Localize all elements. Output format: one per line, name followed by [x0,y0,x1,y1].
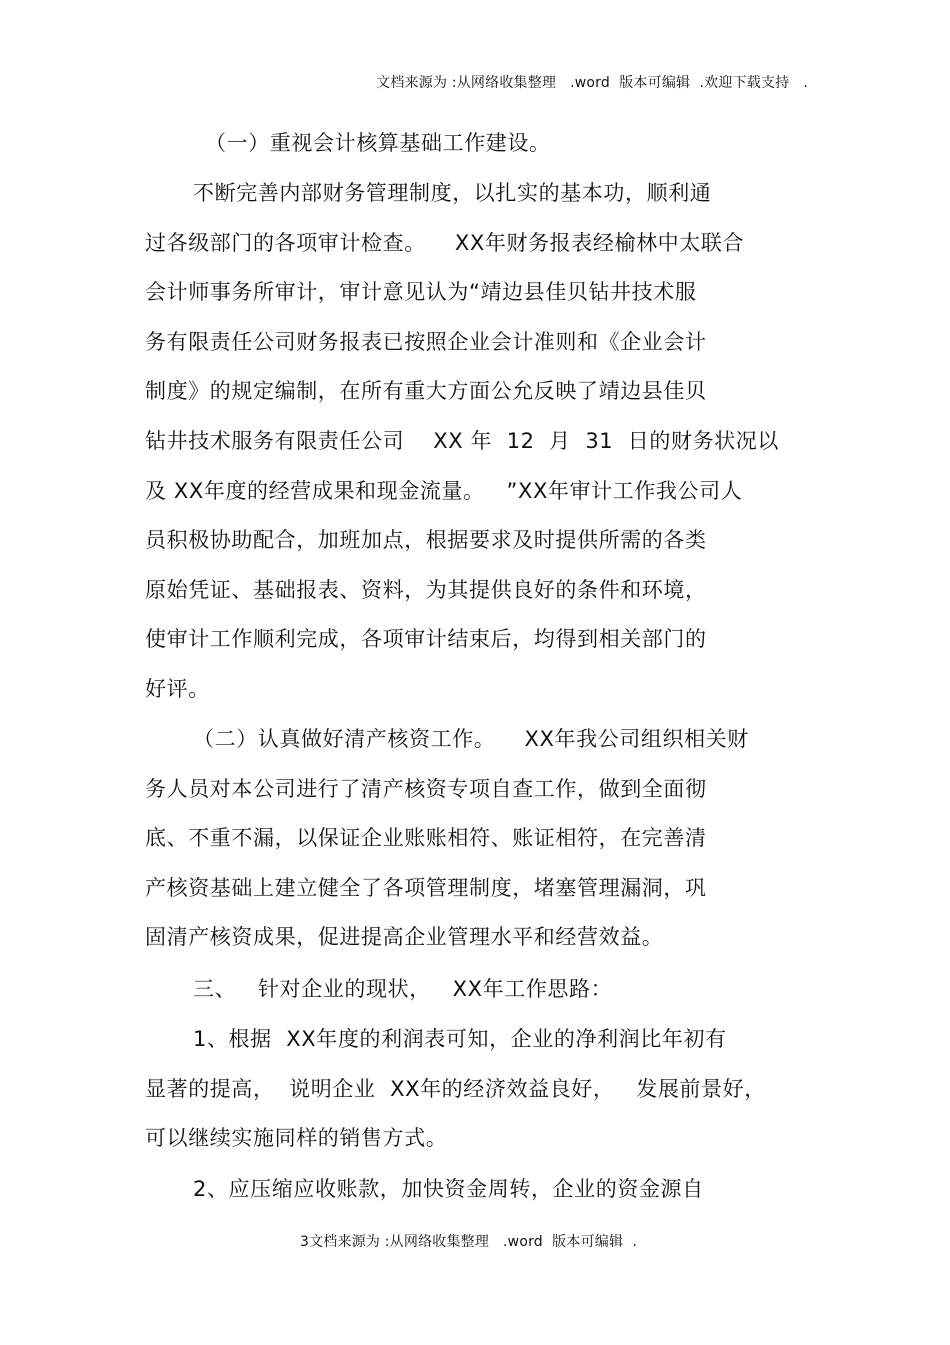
section-heading-3: 三、 针对企业的现状， XX年工作思路： [193,977,613,1001]
paragraph-line: 原始凭证、基础报表、资料，为其提供良好的条件和环境， [145,578,707,602]
paragraph-line: 固清产核资成果，促进提高企业管理水平和经营效益。 [145,925,664,949]
paragraph-line: 过各级部门的各项审计检查。 XX年财务报表经榆林中太联合 [145,231,745,255]
list-item-2: 2、应压缩应收账款，加快资金周转，企业的资金源自 [193,1177,704,1201]
paragraph-line: 员积极协助配合，加班加点，根据要求及时提供所需的各类 [145,528,707,552]
paragraph-line: 会计师事务所审计，审计意见认为“靖边县佳贝钻井技术服 [145,280,697,304]
paragraph-line: 好评。 [145,677,210,701]
paragraph-line: 显著的提高， 说明企业 XX年的经济效益良好， 发展前景好， [145,1077,766,1101]
paragraph-line: 制度》的规定编制，在所有重大方面公允反映了靖边县佳贝 [145,379,707,403]
section-heading-2: （二）认真做好清产核资工作。 XX年我公司组织相关财 [193,727,749,751]
page-footer: 3文档来源为 :从网络收集整理 .word 版本可编辑 . [300,1234,638,1250]
paragraph-line: 务人员对本公司进行了清产核资专项自查工作，做到全面彻 [145,777,707,801]
paragraph-line: 不断完善内部财务管理制度，以扎实的基本功，顺利通 [193,181,712,205]
paragraph-line: 务有限责任公司财务报表已按照企业会计准则和《企业会计 [145,330,707,354]
paragraph-line: 产核资基础上建立健全了各项管理制度，堵塞管理漏洞，巩 [145,876,707,900]
paragraph-line: 可以继续实施同样的销售方式。 [145,1126,448,1150]
paragraph-line: 使审计工作顺利完成，各项审计结束后，均得到相关部门的 [145,627,707,651]
paragraph-line: 底、不重不漏，以保证企业账账相符、账证相符，在完善清 [145,826,707,850]
page-header: 文档来源为 :从网络收集整理 .word 版本可编辑 .欢迎下载支持 . [376,75,808,91]
paragraph-line: 及 XX年度的经营成果和现金流量。 ”XX年审计工作我公司人 [145,479,743,503]
section-heading-1: （一）重视会计核算基础工作建设。 [205,131,551,155]
paragraph-line: 钻井技术服务有限责任公司 XX 年 12 月 31 日的财务状况以 [145,429,779,453]
list-item-1: 1、根据 XX年度的利润表可知，企业的净利润比年初有 [193,1027,727,1051]
